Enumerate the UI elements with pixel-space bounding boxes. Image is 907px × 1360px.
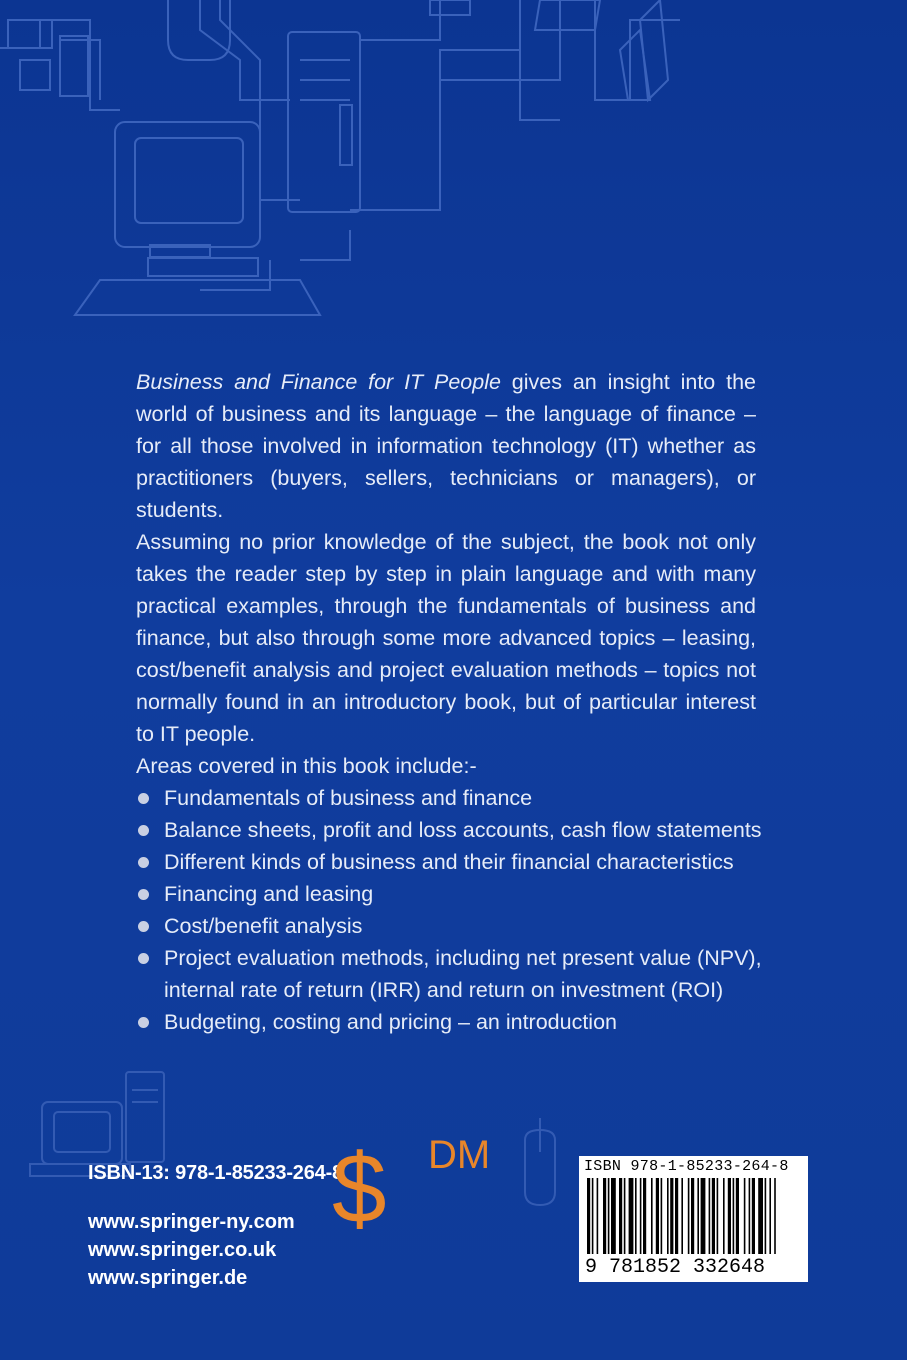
dm-currency-label: DM [428,1133,491,1177]
barcode-bar [701,1178,706,1254]
barcode-bar [728,1178,731,1254]
barcode-bar [608,1178,610,1254]
barcode-bar [667,1178,669,1254]
barcode-bar [733,1178,735,1254]
mouse-line-art [525,1130,555,1205]
barcode-bars [579,1178,808,1258]
description-paragraph-1-text: gives an insight into the world of business and its language – the language of finance – for all those involved in information technology (IT) whether as practitioners (buyers, sellers, technicians or managers), or students. [136,370,756,522]
list-item: Financing and leasing [136,878,776,910]
barcode-bar [651,1178,653,1254]
url-springer-uk[interactable]: www.springer.co.uk [88,1239,277,1261]
list-item: Cost/benefit analysis [136,910,776,942]
barcode-bar [723,1178,725,1254]
barcode-bar [624,1178,626,1254]
barcode-bar [611,1178,616,1254]
barcode-bar [675,1178,678,1254]
barcode-bar [670,1178,673,1254]
list-item: Balance sheets, profit and loss accounts, cash flow statements [136,814,776,846]
computer-illustration-icon [0,0,907,330]
list-item: Fundamentals of business and finance [136,782,776,814]
description-paragraph-1 [136,366,756,526]
description-paragraph-2: Assuming no prior knowledge of the subject, the book not only takes the reader step by step in plain language and with many practical examples, through the fundamentals of business and finance, but also through some more advanced topics – leasing, cost/benefit analysis and project evaluation methods – topics not normally found in an introductory book, but of particular interest to IT people. [136,530,756,746]
publisher-urls [88,1208,295,1292]
barcode-bar [597,1178,599,1254]
barcode-bar [688,1178,690,1254]
book-title: Business and Finance for IT People [136,370,501,394]
areas-heading: Areas covered in this book include:- [136,754,477,778]
bullet-icon [138,1017,149,1028]
dollar-sign-icon: $ [332,1133,387,1243]
barcode-bar [697,1178,699,1254]
barcode-bar [640,1178,642,1254]
bullet-icon [138,857,149,868]
barcode-bar [744,1178,746,1254]
barcode-bar [643,1178,646,1254]
list-item: Project evaluation methods, including net present value (NPV), internal rate of return (IRR) and return on investment (ROI) [136,942,776,1006]
bullet-icon [138,793,149,804]
barcode-bar [749,1178,751,1254]
barcode-bar [736,1178,739,1254]
bullet-icon [138,825,149,836]
barcode-digits: 9 781852 332648 [585,1256,766,1279]
bullet-icon [138,889,149,900]
barcode-bar [661,1178,663,1254]
url-springer-de[interactable]: www.springer.de [88,1267,248,1289]
barcode-bar [656,1178,659,1254]
url-springer-ny[interactable]: www.springer-ny.com [88,1211,295,1233]
barcode-bar [629,1178,634,1254]
bullet-icon [138,921,149,932]
barcode-bar [635,1178,637,1254]
barcode-bar [681,1178,683,1254]
barcode-bar [712,1178,715,1254]
barcode-bar [758,1178,763,1254]
barcode-bar [592,1178,594,1254]
barcode-bar [774,1178,776,1254]
barcode-bar [752,1178,755,1254]
barcode-bar [709,1178,711,1254]
barcode-bar [587,1178,590,1254]
barcode-bar [603,1178,606,1254]
barcode-bar [717,1178,719,1254]
isbn-label: ISBN-13: 978-1-85233-264-8 [88,1162,343,1184]
barcode-isbn-text: ISBN 978-1-85233-264-8 [584,1158,789,1175]
barcode-bar [691,1178,694,1254]
barcode-bar [619,1178,622,1254]
barcode-bar [769,1178,771,1254]
list-item: Budgeting, costing and pricing – an introduction [136,1006,776,1038]
barcode-bar [765,1178,767,1254]
areas-list [136,782,776,1038]
bullet-icon [138,953,149,964]
list-item: Different kinds of business and their financial characteristics [136,846,776,878]
barcode [579,1156,808,1282]
